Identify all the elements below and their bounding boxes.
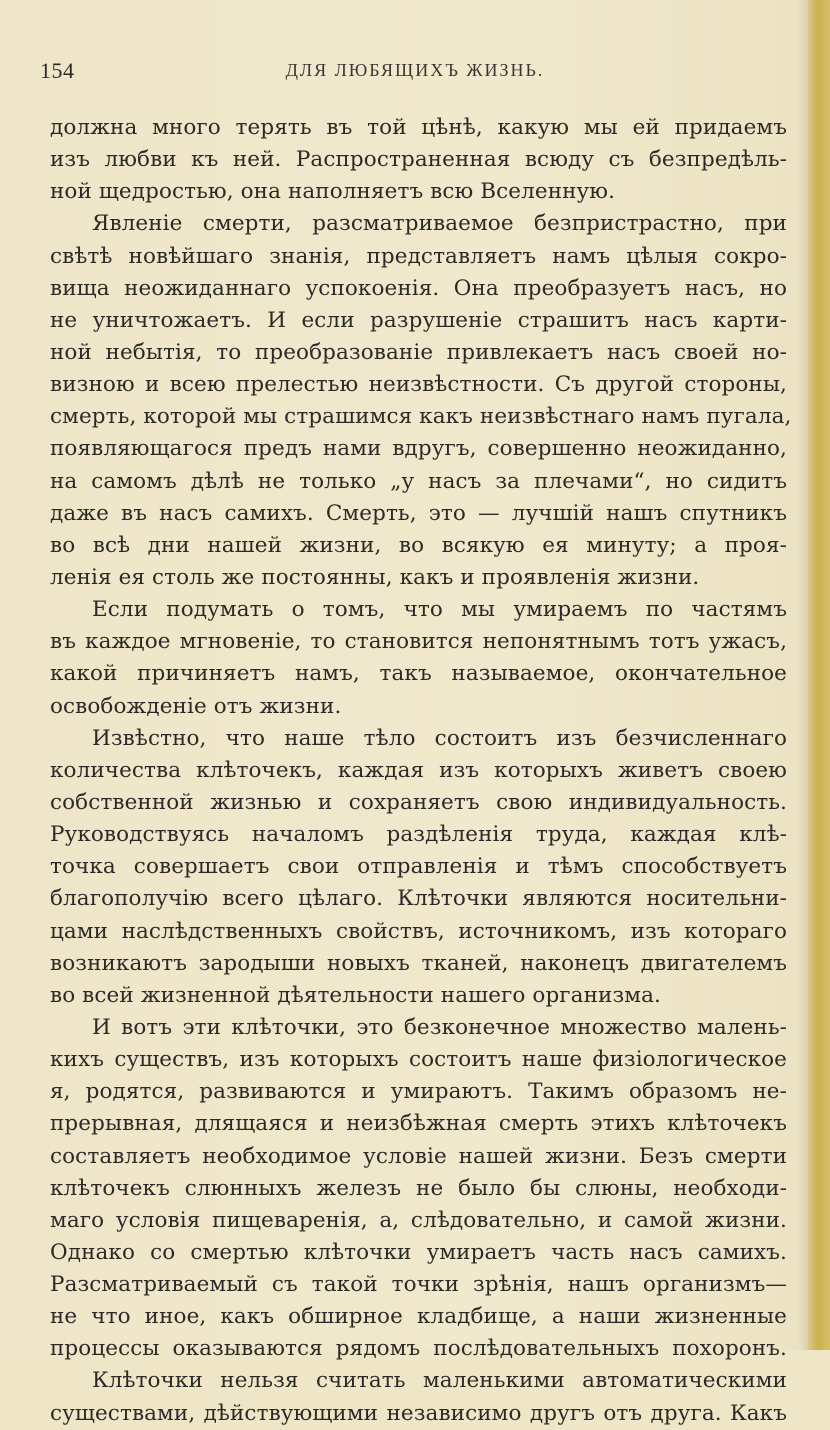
text-line: во всѣ дни нашей жизни, во всякую ея минуту; а проя- xyxy=(50,532,787,558)
text-line: собственной жизнью и сохраняетъ свою индивидуальность. xyxy=(50,789,787,815)
text-line: И вотъ эти клѣточки, это безконечное множество малень- xyxy=(92,1014,787,1040)
text-line: какой причиняетъ намъ, такъ называемое, окончательное xyxy=(50,661,787,687)
text-line: маго условія пищеваренія, а, слѣдовательно, и самой жизни. xyxy=(50,1207,787,1233)
text-line: существами, дѣйствующими независимо другъ отъ друга. Какъ xyxy=(50,1400,787,1426)
text-line: освобожденіе отъ жизни. xyxy=(50,693,342,719)
text-line: Явленіе смерти, разсматриваемое безпристрастно, при xyxy=(92,211,787,237)
running-head: ДЛЯ ЛЮБЯЩИХЪ ЖИЗНЬ. xyxy=(285,60,545,80)
body-text xyxy=(50,112,792,1430)
text-line: цами наслѣдственныхъ свойствъ, источникомъ, изъ котораго xyxy=(50,918,787,944)
text-line: точка совершаетъ свои отправленія и тѣмъ способствуетъ xyxy=(50,854,787,880)
text-line: клѣточекъ слюнныхъ железъ не было бы слюны, необходи- xyxy=(50,1175,787,1201)
text-line: Однако со смертью клѣточки умираетъ часть насъ самихъ. xyxy=(50,1239,787,1265)
text-line: во всей жизненной дѣятельности нашего организма. xyxy=(50,982,661,1008)
text-line: смерть, которой мы страшимся какъ неизвѣстнаго намъ пугала, xyxy=(50,404,792,430)
text-line: прерывная, длящаяся и неизбѣжная смерть этихъ клѣточекъ xyxy=(50,1111,787,1137)
text-line: ной небытія, то преобразованіе привлекаетъ насъ своей но- xyxy=(50,339,787,365)
text-line: ной щедростью, она наполняетъ всю Вселенную. xyxy=(50,179,616,205)
page-edge-shadow xyxy=(798,0,808,1350)
text-line: я, родятся, развиваются и умираютъ. Такимъ образомъ не- xyxy=(50,1079,787,1105)
text-line: на самомъ дѣлѣ не только „у насъ за плечами“, но сидитъ xyxy=(50,468,787,494)
page-number: 154 xyxy=(40,58,75,83)
text-line: благополучію всего цѣлаго. Клѣточки являются носительни- xyxy=(50,886,787,912)
text-line: въ каждое мгновеніе, то становится непонятнымъ тотъ ужасъ, xyxy=(50,629,787,655)
text-line: Разсматриваемый съ такой точки зрѣнія, нашъ организмъ— xyxy=(50,1272,787,1298)
text-line: появляющагося предъ нами вдругъ, совершенно неожиданно, xyxy=(50,436,787,462)
page-edge xyxy=(808,0,830,1350)
text-line: должна много терять въ той цѣнѣ, какую мы ей придаемъ xyxy=(50,115,787,140)
text-line: кихъ существъ, изъ которыхъ состоитъ наше физiологическое xyxy=(50,1047,787,1073)
text-line: изъ любви къ ней. Распространенная всюду съ безпредѣль- xyxy=(50,147,787,173)
text-line: вища неожиданнаго успокоенія. Она преобразуетъ насъ, но xyxy=(50,275,787,301)
text-line: количества клѣточекъ, каждая изъ которыхъ живетъ своею xyxy=(50,757,787,783)
text-line: возникаютъ зародыши новыхъ тканей, наконецъ двигателемъ xyxy=(50,950,787,976)
text-line: ленія ея столь же постоянны, какъ и проявленія жизни. xyxy=(50,564,700,590)
text-line: даже въ насъ самихъ. Смерть, это — лучшій нашъ спутникъ xyxy=(50,500,787,526)
text-line: не что иное, какъ обширное кладбище, а наши жизненные xyxy=(50,1304,787,1330)
text-line: визною и всею прелестью неизвѣстности. Съ другой стороны, xyxy=(50,372,787,398)
text-line: Извѣстно, что наше тѣло состоитъ изъ безчисленнаго xyxy=(92,725,787,751)
page-header xyxy=(40,58,790,90)
text-line: не уничтожаетъ. И если разрушеніе страшитъ насъ карти- xyxy=(50,307,787,333)
text-line: свѣтѣ новѣйшаго знанія, представляетъ намъ цѣлыя сокро- xyxy=(50,243,787,269)
text-line: Руководствуясь началомъ раздѣленія труда, каждая клѣ- xyxy=(50,822,787,848)
text-line: составляетъ необходимое условіе нашей жизни. Безъ смерти xyxy=(50,1143,787,1169)
text-line: Клѣточки нельзя считать маленькими автоматическими xyxy=(92,1368,787,1394)
text-line: Если подумать о томъ, что мы умираемъ по частямъ xyxy=(92,597,787,623)
text-line: процессы оказываются рядомъ послѣдовательныхъ похоронъ. xyxy=(50,1336,787,1362)
